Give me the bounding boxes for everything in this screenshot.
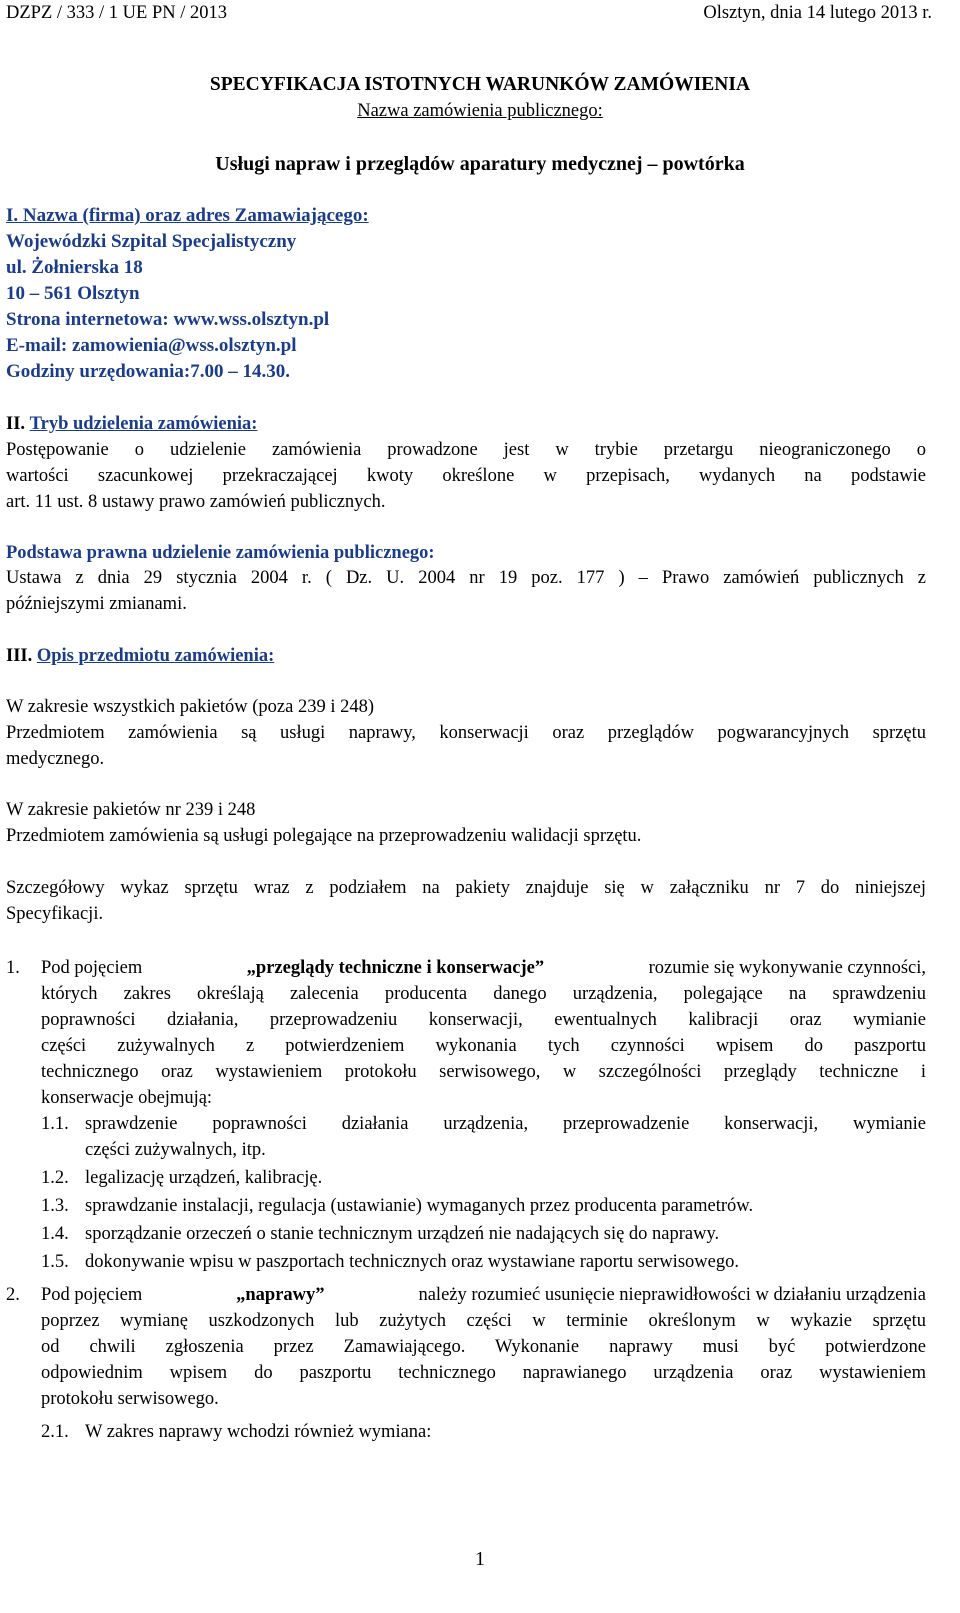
paragraph-line: wartości szacunkowej przekraczającej kwoty określone w przepisach, wydanych na podstawie <box>6 466 926 486</box>
scope-paragraph-2 <box>6 797 926 849</box>
subitem-number: 1.4. <box>41 1224 69 1244</box>
office-hours: Godziny urzędowania:7.00 – 14.30. <box>6 361 290 382</box>
item-1-rest: rozumie się wykonywanie czynności, <box>648 958 926 978</box>
paragraph-line: W zakresie wszystkich pakietów (poza 239 i 248) <box>6 697 375 717</box>
section-1-heading: I. Nazwa (firma) oraz adres Zamawiającego: <box>6 205 369 226</box>
section-1 <box>6 203 369 385</box>
subitem-1-5: dokonywanie wpisu w paszportach technicznych oraz wystawiane raportu serwisowego. <box>85 1252 739 1272</box>
paragraph-line: technicznego oraz wystawieniem protokołu serwisowego, w szczególności przeglądy techniczne i <box>41 1062 926 1082</box>
item-1-first-line <box>41 955 926 981</box>
subitem-1-2: legalizację urządzeń, kalibrację. <box>85 1168 323 1188</box>
subitem-number: 1.1. <box>41 1114 69 1134</box>
scope-paragraph-1 <box>6 694 926 772</box>
paragraph-line: poprawności działania, przeprowadzeniu konserwacji, ewentualnych kalibracji oraz wymianie <box>41 1010 926 1030</box>
subitem-1-1 <box>85 1111 926 1163</box>
paragraph-line: Przedmiotem zamówienia są usługi naprawy, konserwacji oraz przeglądów pogwarancyjnych sprzętu <box>6 723 926 743</box>
item-1 <box>41 955 926 1111</box>
paragraph-line: W zakresie pakietów nr 239 i 248 <box>6 800 256 820</box>
item-2-number: 2. <box>6 1285 20 1305</box>
subitem-number: 1.2. <box>41 1168 69 1188</box>
paragraph-line: odpowiednim wpisem do paszportu technicznego naprawianego urządzenia oraz wystawieniem <box>41 1363 926 1383</box>
subitem-2-1: W zakres naprawy wchodzi również wymiana: <box>85 1422 432 1442</box>
reference-number: DZPZ / 333 / 1 UE PN / 2013 <box>6 3 227 23</box>
section-3-heading <box>6 643 274 669</box>
order-name: Usługi napraw i przeglądów aparatury medycznej – powtórka <box>215 153 745 175</box>
paragraph-line: Postępowanie o udzielenie zamówienia prowadzone jest w trybie przetargu nieograniczonego o <box>6 440 926 460</box>
section-3-number: III. <box>6 646 33 666</box>
item-2-term: „naprawy” <box>236 1285 325 1305</box>
section-2-paragraph <box>6 437 926 515</box>
paragraph-line: Specyfikacji. <box>6 904 104 924</box>
paragraph-line: konserwacje obejmują: <box>41 1088 213 1108</box>
website: Strona internetowa: www.wss.olsztyn.pl <box>6 309 330 330</box>
place-date: Olsztyn, dnia 14 lutego 2013 r. <box>703 3 932 23</box>
paragraph-line: sprawdzenie poprawności działania urządzenia, przeprowadzenie konserwacji, wymianie <box>85 1114 926 1134</box>
item-1-term: „przeglądy techniczne i konserwacje” <box>246 958 545 978</box>
paragraph-line: poprzez wymianę uszkodzonych lub zużytych części w terminie określonym w wykazie sprzętu <box>41 1311 926 1331</box>
item-1-number: 1. <box>6 958 20 978</box>
paragraph-line: od chwili zgłoszenia przez Zamawiającego. Wykonanie naprawy musi być potwierdzone <box>41 1337 926 1357</box>
paragraph-line: medycznego. <box>6 749 105 769</box>
paragraph-line: protokołu serwisowego. <box>41 1389 219 1409</box>
section-3-title: Opis przedmiotu zamówienia: <box>36 646 275 666</box>
paragraph-line: Ustawa z dnia 29 stycznia 2004 r. ( Dz. U. 2004 nr 19 poz. 177 ) – Prawo zamówień publicznych z <box>6 568 926 588</box>
page-number: 1 <box>475 1548 485 1570</box>
subitem-1-4: sporządzanie orzeczeń o stanie technicznym urządzeń nie nadających się do naprawy. <box>85 1224 720 1244</box>
legal-basis-heading: Podstawa prawna udzielenie zamówienia publicznego: <box>6 543 435 563</box>
scope-paragraph-3 <box>6 875 926 927</box>
paragraph-line: późniejszymi zmianami. <box>6 594 187 614</box>
item-2 <box>41 1282 926 1412</box>
subitem-number: 2.1. <box>41 1422 69 1442</box>
item-2-first-line <box>41 1282 926 1308</box>
paragraph-line: części zużywalnych z potwierdzeniem wykonania tych czynności wpisem do paszportu <box>41 1036 926 1056</box>
item-2-rest: należy rozumieć usunięcie nieprawidłowości w działaniu urządzenia <box>418 1285 926 1305</box>
paragraph-line: których zakres określają zalecenia producenta danego urządzenia, polegające na sprawdzeniu <box>41 984 926 1004</box>
hospital-name: Wojewódzki Szpital Specjalistyczny <box>6 231 297 252</box>
paragraph-line: Szczegółowy wykaz sprzętu wraz z podziałem na pakiety znajduje się w załączniku nr 7 do niniejszej <box>6 878 926 898</box>
document-title: SPECYFIKACJA ISTOTNYCH WARUNKÓW ZAMÓWIENIA <box>209 74 751 95</box>
section-2-number: II. <box>6 414 26 434</box>
section-2-title: Tryb udzielenia zamówienia: <box>29 414 258 434</box>
paragraph-line: części zużywalnych, itp. <box>85 1140 266 1160</box>
legal-basis <box>6 565 926 617</box>
order-name-label: Nazwa zamówienia publicznego: <box>357 101 603 121</box>
subitem-number: 1.5. <box>41 1252 69 1272</box>
street-address: ul. Żołnierska 18 <box>6 257 143 278</box>
subitem-number: 1.3. <box>41 1196 69 1216</box>
section-2-heading <box>6 411 257 437</box>
item-1-lead: Pod pojęciem <box>41 958 143 978</box>
paragraph-line: art. 11 ust. 8 ustawy prawo zamówień publicznych. <box>6 492 386 512</box>
email: E-mail: zamowienia@wss.olsztyn.pl <box>6 335 297 356</box>
item-2-lead: Pod pojęciem <box>41 1285 143 1305</box>
paragraph-line: Przedmiotem zamówienia są usługi polegające na przeprowadzeniu walidacji sprzętu. <box>6 826 642 846</box>
subitem-1-3: sprawdzanie instalacji, regulacja (ustawianie) wymaganych przez producenta parametrów. <box>85 1196 754 1216</box>
postal-city: 10 – 561 Olsztyn <box>6 283 140 304</box>
